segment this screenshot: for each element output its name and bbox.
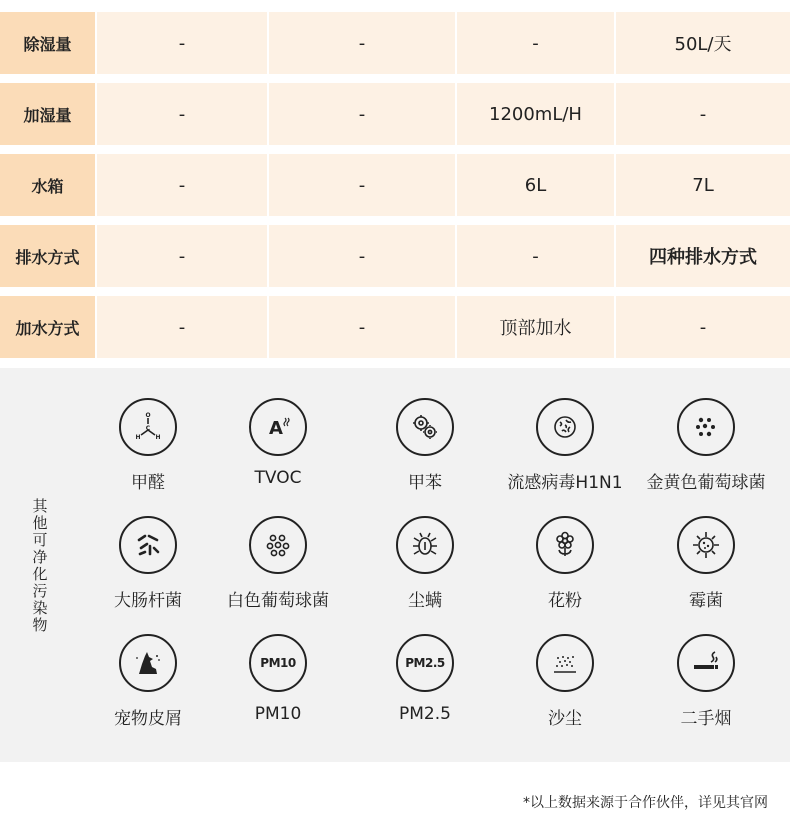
dust-mite-icon [396,516,454,574]
pollutant-item [78,398,218,493]
pollutant-item [355,398,495,493]
table-row [0,12,790,74]
e-coli-icon [119,516,177,574]
secondhand-smoke-icon [677,634,735,692]
table-cell: 顶部加水 [457,296,614,358]
table-cell: - [97,12,267,74]
row-label: 水箱 [0,154,95,216]
pollutant-label: 甲苯 [408,473,442,493]
pollutant-label: 二手烟 [680,709,732,729]
pollutant-label: PM10 [254,704,302,724]
pollutant-item [636,398,776,493]
table-cell: - [97,154,267,216]
row-label: 排水方式 [0,225,95,287]
pollutant-item [495,516,635,611]
footnote: *以上数据来源于合作伙伴，详见其官网 [523,795,768,811]
pollutant-label: 花粉 [548,591,582,611]
pollutant-label: 金黄色葡萄球菌 [646,473,766,493]
row-label: 加水方式 [0,296,95,358]
pollutant-item [78,516,218,611]
row-label: 除湿量 [0,12,95,74]
pm10-icon [249,634,307,692]
pollutant-item [208,516,348,611]
pm25-icon-text: PM2.5 [405,656,445,670]
table-cell: - [269,225,455,287]
staphylococcus-albus-icon [249,516,307,574]
table-cell: 50L/天 [616,12,790,74]
pollutant-item [495,634,635,729]
pm10-icon-text: PM10 [260,656,296,670]
svg-text:H: H [135,434,141,441]
pollutant-item [208,634,348,724]
tvoc-icon-letter: A [269,418,283,439]
svg-text:O: O [145,412,151,419]
table-cell: 6L [457,154,614,216]
pollen-icon [536,516,594,574]
table-cell: 7L [616,154,790,216]
pm25-icon [396,634,454,692]
pollutant-label: 白色葡萄球菌 [227,591,329,611]
table-row [0,296,790,358]
pollutant-label: 流感病毒H1N1 [507,473,623,493]
table-cell: - [97,225,267,287]
pollutant-label: TVOC [254,468,302,488]
formaldehyde-icon [119,398,177,456]
mold-icon [677,516,735,574]
table-cell: 1200mL/H [457,83,614,145]
pollutant-label: PM2.5 [399,704,451,724]
pollutant-item [636,634,776,729]
toluene-icon [396,398,454,456]
spec-table [0,12,790,358]
table-cell: - [269,296,455,358]
table-row [0,225,790,287]
table-cell: - [97,83,267,145]
pollutant-label: 尘螨 [408,591,442,611]
side-label: 其他可净化污染物 [32,497,48,634]
pollutant-item [355,634,495,724]
table-cell: - [97,296,267,358]
table-cell: - [616,296,790,358]
pollutant-label: 大肠杆菌 [114,591,182,611]
table-cell: - [269,83,455,145]
pollutant-label: 霉菌 [689,591,723,611]
pet-dander-icon [119,634,177,692]
tvoc-icon [249,398,307,456]
pollutant-label: 沙尘 [548,709,582,729]
pollutant-item [208,398,348,488]
svg-text:C: C [145,425,151,432]
sand-dust-icon [536,634,594,692]
staphylococcus-aureus-icon [677,398,735,456]
pollutant-label: 甲醛 [131,473,165,493]
virus-icon [536,398,594,456]
table-row [0,83,790,145]
pollutant-item [78,634,218,729]
table-row [0,154,790,216]
pollutants-panel [0,368,790,762]
svg-text:H: H [155,434,161,441]
table-cell: - [457,12,614,74]
table-cell: - [616,83,790,145]
pollutant-label: 宠物皮屑 [114,709,182,729]
pollutant-item [495,398,635,493]
pollutant-item [355,516,495,611]
row-label: 加湿量 [0,83,95,145]
table-cell: 四种排水方式 [616,225,790,287]
table-cell: - [269,154,455,216]
table-cell: - [457,225,614,287]
pollutant-item [636,516,776,611]
table-cell: - [269,12,455,74]
